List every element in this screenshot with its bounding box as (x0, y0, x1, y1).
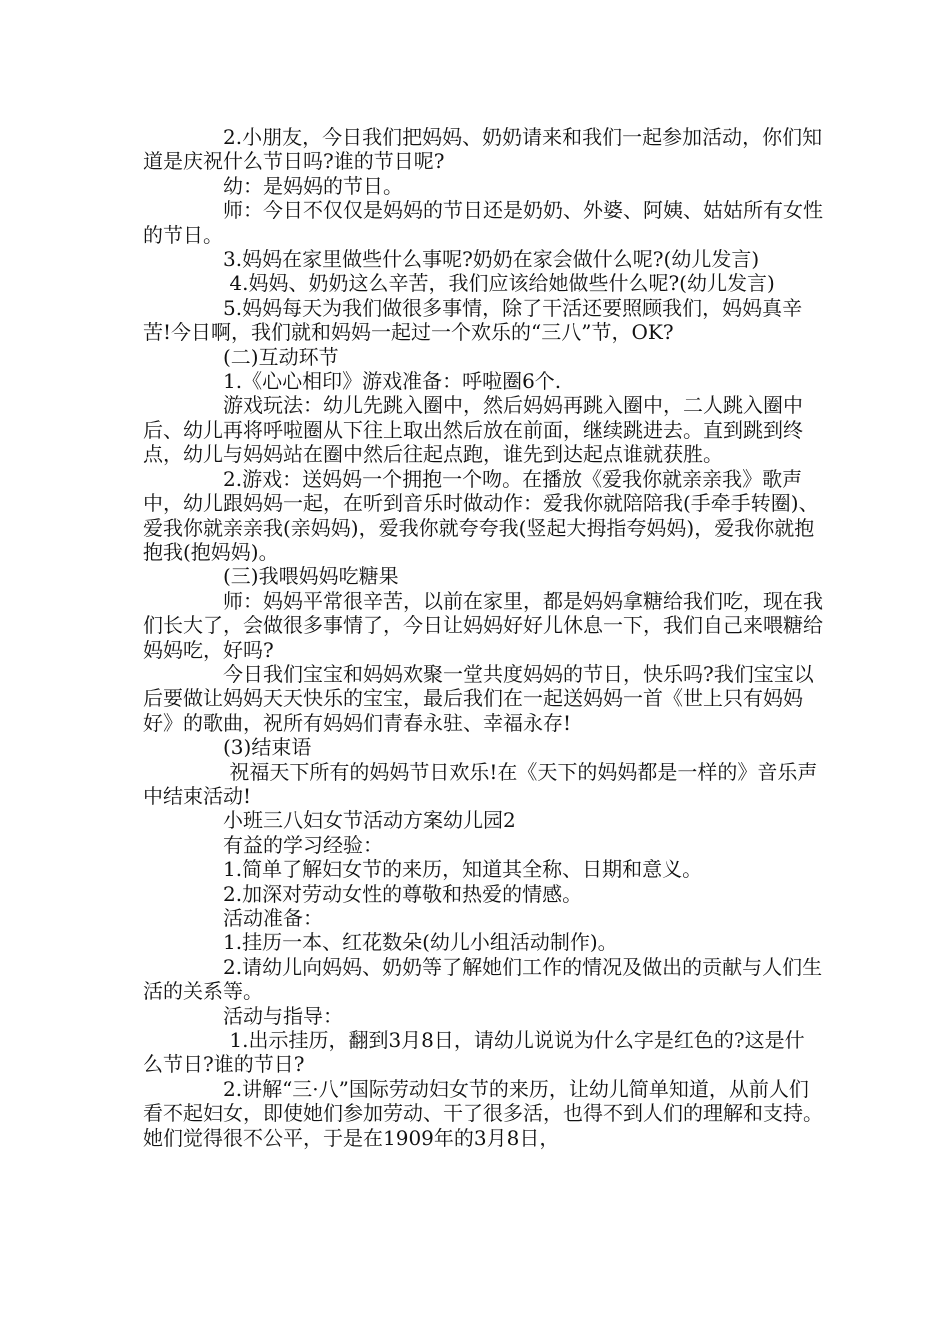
paragraph: 2.加深对劳动女性的尊敬和热爱的情感。 (143, 881, 583, 906)
section-title: 小班三八妇女节活动方案幼儿园2 (143, 808, 516, 833)
paragraph: 今日我们宝宝和妈妈欢聚一堂共度妈妈的节日，快乐吗?我们宝宝以后要做让妈妈天天快乐的宝宝，最后我们在一起送妈妈一首《世上只有妈妈好》的歌曲，祝所有妈妈们青春永驻、幸福永存! (143, 661, 814, 735)
paragraph: 1.简单了解妇女节的来历，知道其全称、日期和意义。 (143, 857, 703, 882)
paragraph: 4.妈妈、奶奶这么辛苦，我们应该给她做些什么呢?(幼儿发言) (143, 271, 775, 296)
section-heading: (三)我喂妈妈吃糖果 (143, 564, 399, 589)
section-heading: (二)互动环节 (143, 344, 339, 369)
paragraph: 幼：是妈妈的节日。 (143, 173, 403, 198)
paragraph: 祝福天下所有的妈妈节日欢乐!在《天下的妈妈都是一样的》音乐声中结束活动! (143, 759, 818, 808)
paragraph: 师：妈妈平常很辛苦，以前在家里，都是妈妈拿糖给我们吃，现在我们长大了，会做很多事情了，今日让妈妈好好儿休息一下，我们自己来喂糖给妈妈吃，好吗? (143, 588, 823, 662)
section-heading: 有益的学习经验： (143, 832, 383, 857)
paragraph: 2.小朋友，今日我们把妈妈、奶奶请来和我们一起参加活动，你们知道是庆祝什么节日吗?谁的节日呢? (143, 125, 823, 174)
paragraph: 2.请幼儿向妈妈、奶奶等了解她们工作的情况及做出的贡献与人们生活的关系等。 (143, 954, 823, 1004)
paragraph: 师：今日不仅仅是妈妈的节日还是奶奶、外婆、阿姨、姑姑所有女性的节日。 (143, 198, 823, 247)
document-body (143, 125, 823, 1150)
paragraph: 3.妈妈在家里做些什么事呢?奶奶在家会做什么呢?(幼儿发言) (143, 247, 760, 272)
section-heading: 活动与指导： (143, 1003, 343, 1028)
paragraph: 1.出示挂历，翻到3月8日，请幼儿说说为什么字是红色的?这是什么节日?谁的节日? (143, 1028, 805, 1077)
paragraph: 游戏玩法：幼儿先跳入圈中，然后妈妈再跳入圈中，二人跳入圈中后、幼儿再将呼啦圈从下往上取出然后放在前面，继续跳进去。直到跳到终点，幼儿与妈妈站在圈中然后往起点跑，谁先到达起点谁就获胜。 (143, 393, 803, 467)
paragraph: 2.游戏：送妈妈一个拥抱一个吻。在播放《爱我你就亲亲我》歌声中，幼儿跟妈妈一起，在听到音乐时做动作：爱我你就陪陪我(手牵手转圈)、爱我你就亲亲我(亲妈妈)，爱我你就夸夸我(竖起大拇指夸妈妈)，爱我你就抱抱我(抱妈妈)。 (143, 466, 819, 564)
paragraph: 2.讲解“三·八”国际劳动妇女节的来历，让幼儿简单知道，从前人们看不起妇女，即使她们参加劳动、干了很多活，也得不到人们的理解和支持。她们觉得很不公平，于是在1909年的3月8日， (143, 1076, 823, 1150)
section-heading: (3)结束语 (143, 735, 312, 760)
paragraph: 1.《心心相印》游戏准备：呼啦圈6个. (143, 369, 562, 394)
paragraph: 5.妈妈每天为我们做很多事情，除了干活还要照顾我们，妈妈真辛苦!今日啊，我们就和妈妈一起过一个欢乐的“三八”节，OK? (143, 295, 803, 345)
paragraph: 1.挂历一本、红花数朵(幼儿小组活动制作)。 (143, 930, 618, 955)
section-heading: 活动准备： (143, 906, 323, 930)
